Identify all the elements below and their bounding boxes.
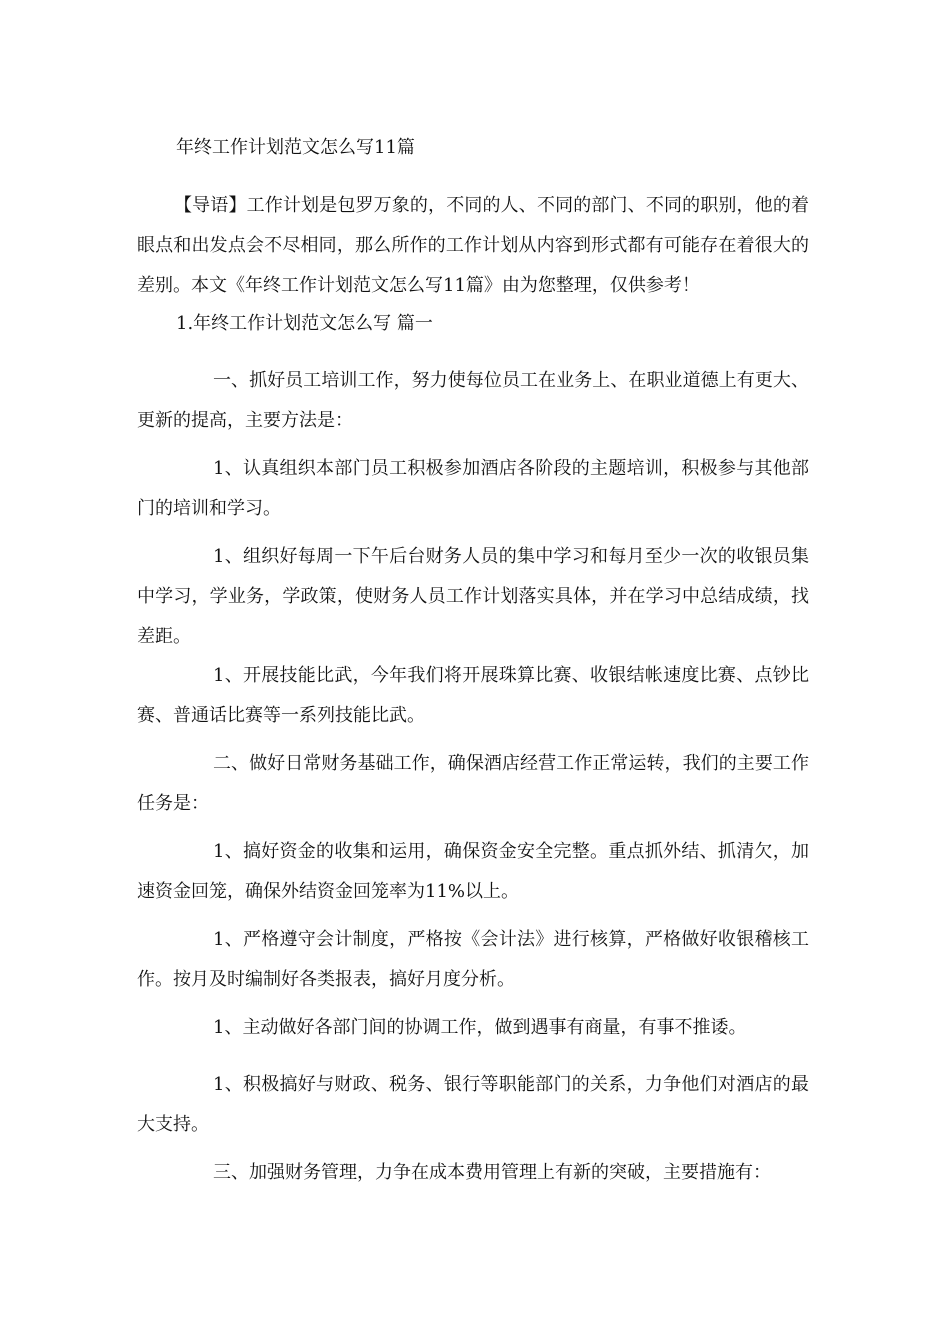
body-paragraph: 1、严格遵守会计制度，严格按《会计法》进行核算，严格做好收银稽核工作。按月及时编制好各类报表，搞好月度分析。 — [137, 929, 809, 990]
body-paragraph: 一、抓好员工培训工作，努力使每位员工在业务上、在职业道德上有更大、更新的提高，主要方法是： — [137, 370, 809, 431]
intro-paragraph: 【导语】工作计划是包罗万象的，不同的人、不同的部门、不同的职别，他的着眼点和出发点会不尽相同，那么所作的工作计划从内容到形式都有可能存在着很大的差别。本文《年终工作计划范文怎么写11篇》由为您整理，仅供参考！ — [137, 195, 809, 296]
document-title: 年终工作计划范文怎么写11篇 — [176, 137, 415, 158]
section-heading: 1.年终工作计划范文怎么写 篇一 — [176, 313, 433, 334]
body-paragraph: 1、积极搞好与财政、税务、银行等职能部门的关系，力争他们对酒店的最大支持。 — [137, 1074, 809, 1135]
body-paragraph: 1、搞好资金的收集和运用，确保资金安全完整。重点抓外结、抓清欠，加速资金回笼，确保外结资金回笼率为11%以上。 — [137, 841, 809, 902]
body-paragraph: 三、加强财务管理，力争在成本费用管理上有新的突破，主要措施有： — [213, 1162, 771, 1183]
body-paragraph: 1、主动做好各部门间的协调工作，做到遇事有商量，有事不推诿。 — [213, 1017, 747, 1038]
body-paragraph: 1、认真组织本部门员工积极参加酒店各阶段的主题培训，积极参与其他部门的培训和学习。 — [137, 458, 809, 519]
body-paragraph: 1、组织好每周一下午后台财务人员的集中学习和每月至少一次的收银员集中学习，学业务，学政策，使财务人员工作计划落实具体，并在学习中总结成绩，找差距。 — [137, 546, 809, 647]
body-paragraph: 二、做好日常财务基础工作，确保酒店经营工作正常运转，我们的主要工作任务是： — [137, 753, 809, 814]
body-paragraph: 1、开展技能比武，今年我们将开展珠算比赛、收银结帐速度比赛、点钞比赛、普通话比赛等一系列技能比武。 — [137, 665, 809, 726]
